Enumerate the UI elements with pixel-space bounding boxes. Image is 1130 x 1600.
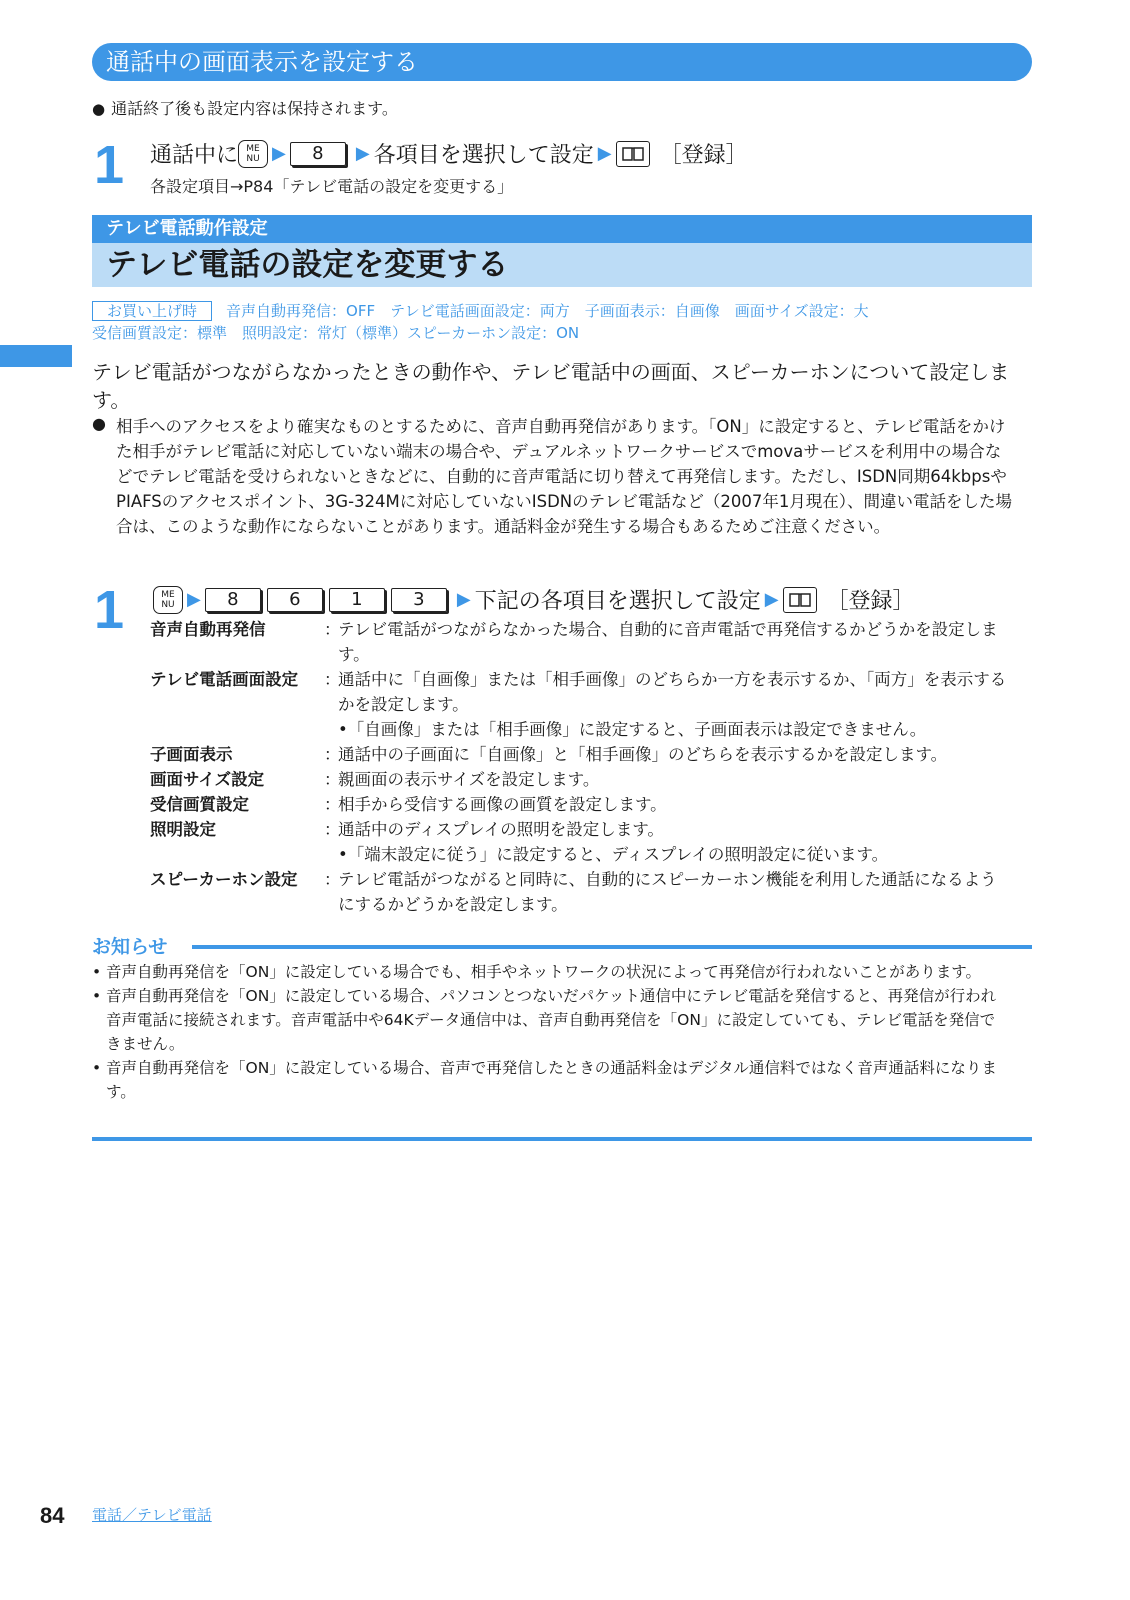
notice-item	[92, 1056, 1007, 1104]
item-desc: 通話中に「自画像」または「相手画像」のどちらか一方を表示するか、「両方」を表示するかを設定します。 •「自画像」または「相手画像」に設定すると、子画面表示は設定できません。	[338, 667, 1010, 742]
item-term: 子画面表示	[150, 745, 233, 764]
arrow-icon: ▶	[355, 143, 370, 164]
arrow-icon: ▶	[272, 143, 286, 164]
book-key-icon	[616, 141, 650, 167]
notice-text: 音声自動再発信を「ON」に設定している場合、パソコンとつないだパケット通信中にテレビ電話を発信すると、再発信が行われ音声電話に接続されます。音声電話中や64Kデータ通信中は、音声自動再発信を「ON」に設定していても、テレビ電話を発信できません。	[106, 987, 997, 1053]
item-colon: ：	[324, 745, 341, 764]
bullet-paragraph	[92, 414, 1016, 539]
number-key: 8	[205, 588, 261, 612]
step-mid: 各項目を選択して設定	[373, 143, 594, 168]
menu-key-icon: ME NU	[153, 586, 183, 614]
step-number: 1	[94, 580, 125, 640]
book-key-icon	[783, 587, 817, 613]
number-key: 1	[329, 588, 385, 612]
arrow-icon: ▶	[456, 589, 471, 610]
item-colon: ：	[324, 670, 341, 689]
item-colon: ：	[324, 795, 341, 814]
number-key: 8	[290, 142, 346, 166]
notice-item	[92, 984, 1007, 1056]
item-desc: 相手から受信する画像の画質を設定します。	[338, 795, 667, 814]
notice-bullet: •	[92, 963, 102, 981]
step-mid: 下記の各項目を選択して設定	[474, 589, 761, 614]
item-desc: 通話中の子画面に「自画像」と「相手画像」のどちらを表示するかを設定します。	[338, 745, 948, 764]
notice-rule	[192, 945, 1032, 949]
settings-item	[150, 617, 1010, 667]
number-key: 6	[267, 588, 323, 612]
arrow-icon: ▶	[764, 589, 779, 610]
arrow-icon: ▶	[597, 143, 612, 164]
page-number: 84	[40, 1503, 65, 1528]
settings-item	[150, 742, 1010, 767]
item-term: 音声自動再発信	[150, 620, 266, 639]
settings-item	[150, 817, 1010, 867]
step-sub-reference: 各設定項目→P84「テレビ電話の設定を変更する」	[150, 177, 514, 196]
number-key: 3	[391, 588, 447, 612]
lead-text: テレビ電話がつながらなかったときの動作や、テレビ電話中の画面、スピーカーホンについて設定します。	[92, 360, 1010, 412]
settings-item-list	[150, 617, 1010, 917]
item-sub-note: •「端末設定に従う」に設定すると、ディスプレイの照明設定に従います。	[338, 845, 889, 864]
notice-title: お知らせ	[92, 936, 168, 958]
arrow-icon: ▶	[187, 589, 201, 610]
step-instruction	[153, 584, 915, 615]
notice-text: 音声自動再発信を「ON」に設定している場合、音声で再発信したときの通話料金はデジタル通信料ではなく音声通話料になります。	[106, 1059, 997, 1101]
item-desc: テレビ電話がつながらなかった場合、自動的に音声電話で再発信するかどうかを設定します。	[338, 620, 998, 664]
settings-item	[150, 667, 1010, 742]
bullet-icon: ●	[92, 100, 106, 118]
item-desc: 親画面の表示サイズを設定します。	[338, 770, 600, 789]
side-index-tab	[0, 345, 72, 367]
defaults-line-1: 音声自動再発信：OFF テレビ電話画面設定：両方 子画面表示：自画像 画面サイズ設定：大	[226, 302, 869, 320]
section-title-pill	[92, 43, 1032, 81]
step-number: 1	[94, 135, 125, 195]
notice-list	[92, 960, 1007, 1104]
notice-text: 音声自動再発信を「ON」に設定している場合でも、相手やネットワークの状況によって再発信が行われないことがあります。	[106, 963, 982, 981]
step-end: ［登録］	[659, 143, 748, 168]
default-badge: お買い上げ時	[92, 301, 212, 321]
menu-key-icon: ME NU	[238, 140, 268, 168]
note-line	[92, 96, 398, 119]
section-title: 通話中の画面表示を設定する	[106, 48, 418, 76]
defaults-line-2: 受信画質設定：標準 照明設定：常灯（標準）スピーカーホン設定：ON	[92, 324, 580, 342]
item-colon: ：	[324, 770, 341, 789]
item-term: 画面サイズ設定	[150, 770, 265, 789]
item-term: 受信画質設定	[150, 795, 249, 814]
footer-section-link[interactable]: 電話／テレビ電話	[92, 1506, 212, 1524]
notice-bullet: •	[92, 1059, 102, 1077]
item-colon: ：	[324, 820, 341, 839]
item-term: スピーカーホン設定	[150, 870, 298, 889]
item-desc: テレビ電話がつながると同時に、自動的にスピーカーホン機能を利用した通話になるようにするかどうかを設定します。	[338, 870, 997, 914]
step-prefix: 通話中に	[150, 143, 239, 168]
settings-item	[150, 792, 1010, 817]
section-category-label: テレビ電話動作設定	[92, 215, 1032, 243]
step-end: ［登録］	[826, 589, 915, 614]
bottom-rule	[92, 1137, 1032, 1141]
settings-item	[150, 767, 1010, 792]
item-colon: ：	[324, 620, 341, 639]
settings-item	[150, 867, 1010, 917]
notice-item	[92, 960, 1007, 984]
note-text: 通話終了後も設定内容は保持されます。	[111, 99, 398, 118]
notice-bullet: •	[92, 987, 102, 1005]
bullet-icon: ●	[92, 414, 106, 433]
item-sub-note: •「自画像」または「相手画像」に設定すると、子画面表示は設定できません。	[338, 720, 927, 739]
bullet-paragraph-text: 相手へのアクセスをより確実なものとするために、音声自動再発信があります。「ON」に設定すると、テレビ電話をかけた相手がテレビ電話に対応していない端末の場合や、デュアルネットワークサービスでmovaサービスを利用中の場合などでテレビ電話を受けられないときなどに、自動的に音声電話に切り替えて再発信します。ただし、ISDN同期64kbpsやPIAFSのアクセスポイント、3G-324Mに対応していないISDNのテレビ電話など（2007年1月現在）、間違い電話をした場合は、このような動作にならないことがあります。通話料金が発生する場合もあるためご注意ください。	[116, 417, 1013, 536]
step-instruction	[150, 138, 748, 169]
defaults-row-1	[92, 300, 869, 321]
section-main-title: テレビ電話の設定を変更する	[92, 243, 1032, 287]
item-desc: 通話中のディスプレイの照明を設定します。 •「端末設定に従う」に設定すると、ディスプレイの照明設定に従います。	[338, 817, 1010, 867]
item-colon: ：	[324, 870, 341, 889]
item-term: 照明設定	[150, 820, 216, 839]
item-term: テレビ電話画面設定	[150, 670, 299, 689]
